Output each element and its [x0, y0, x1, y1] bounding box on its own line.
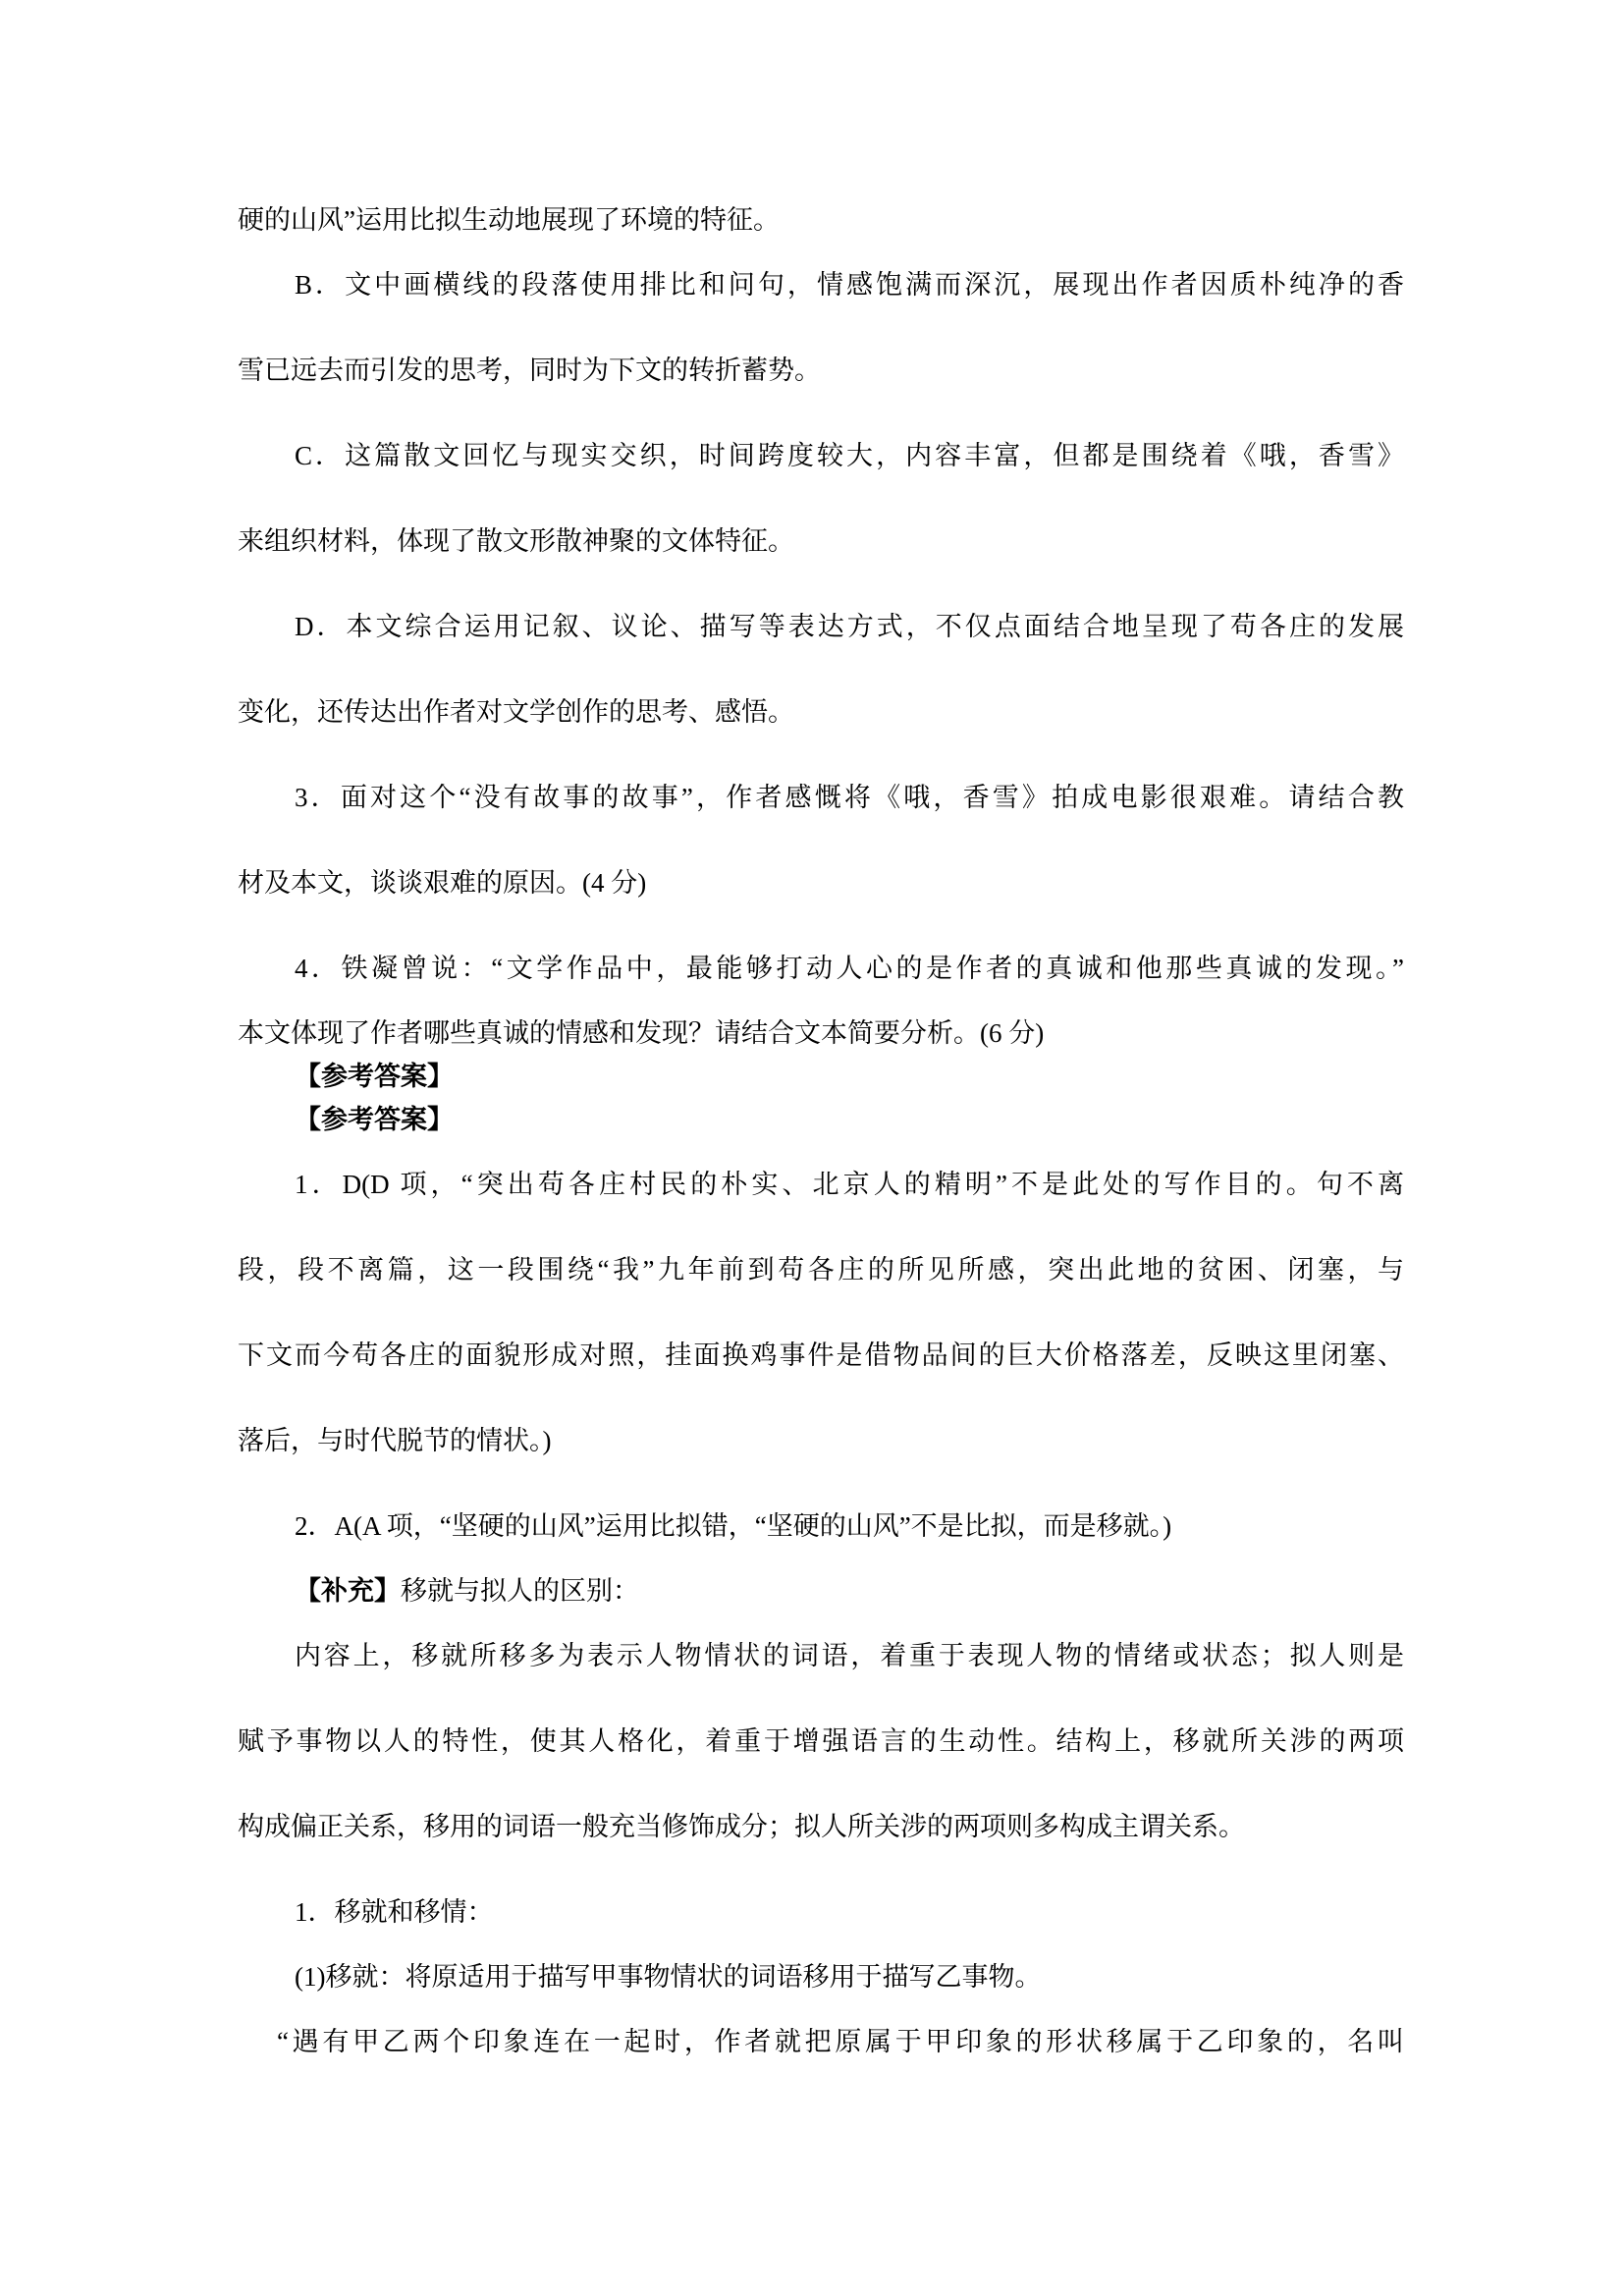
- answer-1-line-2: 段，段不离篇，这一段围绕“我”九年前到苟各庄的所见所感，突出此地的贫困、闭塞，与: [238, 1255, 1404, 1285]
- supplement-label: 【补充】: [295, 1576, 401, 1606]
- option-b-line-2: 雪已远去而引发的思考，同时为下文的转折蓄势。: [238, 355, 821, 385]
- option-c-line-2: 来组织材料，体现了散文形散神聚的文体特征。: [238, 526, 794, 556]
- supplement-line-1: 内容上，移就所移多为表示人物情状的词语，着重于表现人物的情绪或状态；拟人则是: [295, 1641, 1404, 1670]
- answer-1-line-4: 落后，与时代脱节的情状。): [238, 1426, 552, 1455]
- option-d-line-2: 变化，还传达出作者对文学创作的思考、感悟。: [238, 697, 794, 727]
- question-4-line-1: 4．铁凝曾说：“文学作品中，最能够打动人心的是作者的真诚和他那些真诚的发现。”: [295, 954, 1404, 983]
- reference-answer-heading-2: 【参考答案】: [295, 1105, 454, 1134]
- option-c-line-1: C．这篇散文回忆与现实交织，时间跨度较大，内容丰富，但都是围绕着《哦，香雪》: [295, 441, 1404, 470]
- option-d-line-1: D．本文综合运用记叙、议论、描写等表达方式，不仅点面结合地呈现了苟各庄的发展: [295, 612, 1404, 641]
- list-item-1-heading: 1．移就和移情：: [295, 1897, 494, 1927]
- supplement-line-3: 构成偏正关系，移用的词语一般充当修饰成分；拟人所关涉的两项则多构成主谓关系。: [238, 1812, 1245, 1841]
- question-3-line-1: 3．面对这个“没有故事的故事”，作者感慨将《哦，香雪》拍成电影很艰难。请结合教: [295, 783, 1404, 812]
- document-text-block: [238, 0, 1404, 2060]
- answer-2-line: 2．A(A 项，“坚硬的山风”运用比拟错，“坚硬的山风”不是比拟，而是移就。): [295, 1511, 1172, 1541]
- answer-1-line-3: 下文而今苟各庄的面貌形成对照，挂面换鸡事件是借物品间的巨大价格落差，反映这里闭塞、: [238, 1340, 1404, 1370]
- supplement-title: 移就与拟人的区别：: [401, 1576, 639, 1606]
- reference-answer-heading-1: 【参考答案】: [295, 1062, 454, 1091]
- definition-yijiu-line: (1)移就：将原适用于描写甲事物情状的词语移用于描写乙事物。: [295, 1962, 1042, 1992]
- quote-line-1: “遇有甲乙两个印象连在一起时，作者就把原属于甲印象的形状移属于乙印象的，名叫: [277, 2027, 1404, 2056]
- supplement-line-2: 赋予事物以人的特性，使其人格化，着重于增强语言的生动性。结构上，移就所关涉的两项: [238, 1726, 1404, 1756]
- question-4-line-2: 本文体现了作者哪些真诚的情感和发现？请结合文本简要分析。(6 分): [238, 1018, 1045, 1048]
- supplement-heading: [238, 1572, 1404, 1610]
- answer-1-line-1: 1．D(D 项，“突出苟各庄村民的朴实、北京人的精明”不是此处的写作目的。句不离: [295, 1170, 1404, 1199]
- option-a-continuation: 硬的山风”运用比拟生动地展现了环境的特征。: [238, 205, 780, 235]
- option-b-line-1: B．文中画横线的段落使用排比和问句，情感饱满而深沉，展现出作者因质朴纯净的香: [295, 270, 1404, 300]
- question-3-line-2: 材及本文，谈谈艰难的原因。(4 分): [238, 868, 647, 898]
